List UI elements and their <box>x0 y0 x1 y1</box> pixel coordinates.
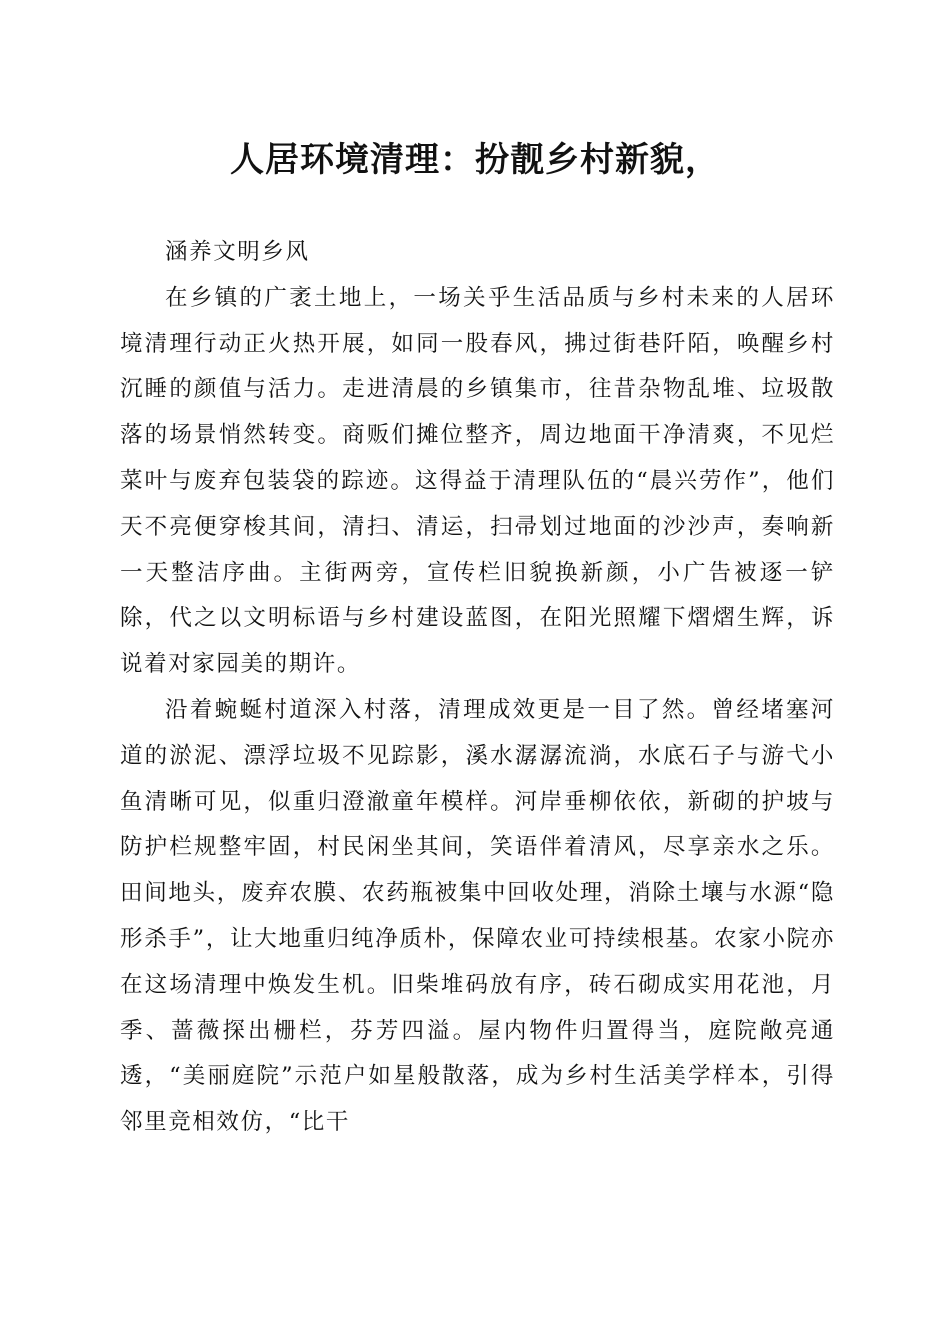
paragraph-2: 沿着蜿蜒村道深入村落，清理成效更是一目了然。曾经堵塞河道的淤泥、漂浮垃圾不见踪影，溪水潺潺流淌，水底石子与游弋小鱼清晰可见，似重归澄澈童年模样。河岸垂柳依依，新砌的护坡与防护栏规整牢固，村民闲坐其间，笑语伴着清风，尽享亲水之乐。田间地头，废弃农膜、农药瓶被集中回收处理，消除土壤与水源“隐形杀手”，让大地重归纯净质朴，保障农业可持续根基。农家小院亦在这场清理中焕发生机。旧柴堆码放有序，砖石砌成实用花池，月季、蔷薇探出栅栏，芬芳四溢。屋内物件归置得当，庭院敞亮通透，“美丽庭院”示范户如星般散落，成为乡村生活美学样本，引得邻里竞相效仿，“比干 <box>120 696 835 1136</box>
document-title: 人居环境清理：扮靓乡村新貌， <box>230 140 720 180</box>
document-body <box>120 230 835 1146</box>
paragraph-1: 在乡镇的广袤土地上，一场关乎生活品质与乡村未来的人居环境清理行动正火热开展，如同一股春风，拂过街巷阡陌，唤醒乡村沉睡的颜值与活力。走进清晨的乡镇集市，往昔杂物乱堆、垃圾散落的场景悄然转变。商贩们摊位整齐，周边地面干净清爽，不见烂菜叶与废弃包装袋的踪迹。这得益于清理队伍的“晨兴劳作”，他们天不亮便穿梭其间，清扫、清运，扫帚划过地面的沙沙声，奏响新一天整洁序曲。主街两旁，宣传栏旧貌换新颜，小广告被逐一铲除，代之以文明标语与乡村建设蓝图，在阳光照耀下熠熠生辉，诉说着对家园美的期许。 <box>120 284 835 678</box>
document-subtitle: 涵养文明乡风 <box>165 239 310 265</box>
